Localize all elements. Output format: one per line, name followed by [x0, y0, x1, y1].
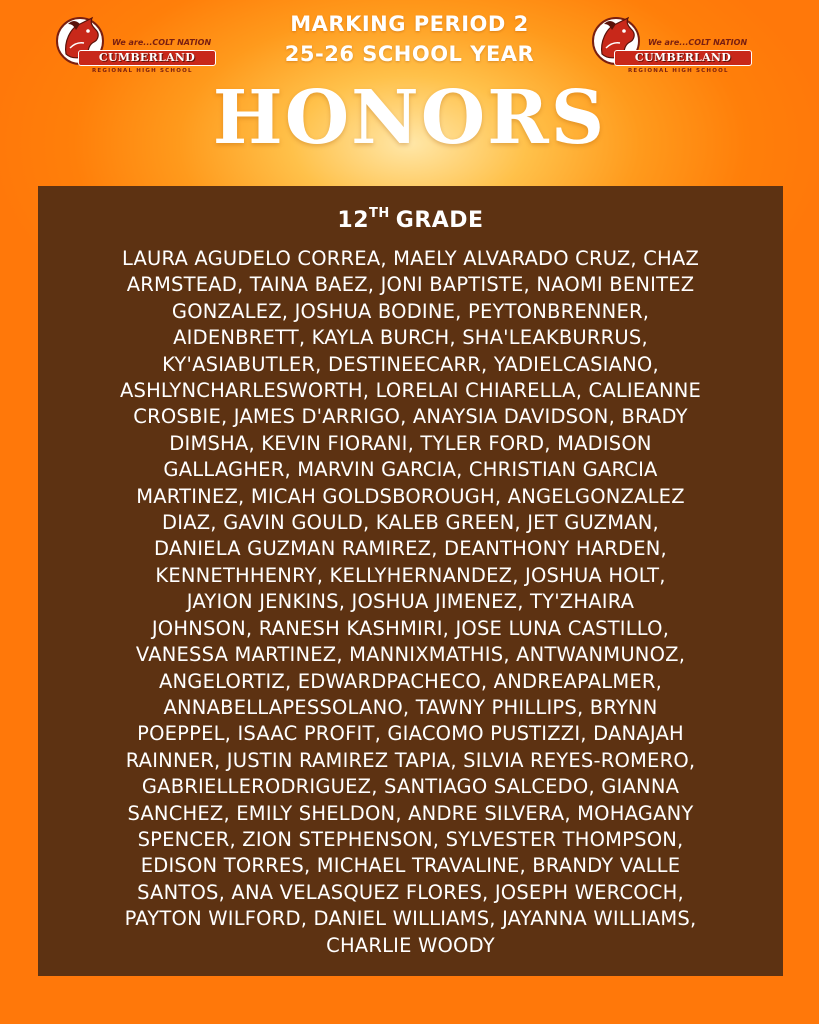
- names-line: AIDENBRETT, KAYLA BURCH, SHA'LEAKBURRUS,: [173, 326, 648, 350]
- names-line: DIMSHA, KEVIN FIORANI, TYLER FORD, MADISON: [169, 431, 652, 455]
- grade-number: 12: [337, 208, 370, 233]
- names-line: ANGELORTIZ, EDWARDPACHECO, ANDREAPALMER,: [158, 669, 663, 693]
- names-line: MARTINEZ, MICAH GOLDSBOROUGH, ANGELGONZALEZ: [136, 484, 685, 508]
- names-line: ASHLYNCHARLESWORTH, LORELAI CHIARELLA, CALIEANNE: [119, 379, 702, 403]
- grade-suffix: TH: [369, 206, 390, 221]
- names-line: SANTOS, ANA VELASQUEZ FLORES, JOSEPH WERCOCH,: [137, 880, 684, 904]
- names-line: EDISON TORRES, MICHAEL TRAVALINE, BRANDY VALLE: [140, 854, 681, 878]
- names-line: KENNETHHENRY, KELLYHERNANDEZ, JOSHUA HOLT,: [155, 563, 666, 587]
- names-line: LAURA AGUDELO CORREA, MAELY ALVARADO CRUZ, CHAZ: [121, 247, 700, 270]
- grade-heading: [38, 206, 783, 233]
- names-line: CROSBIE, JAMES D'ARRIGO, ANAYSIA DAVIDSON, BRADY: [133, 405, 688, 429]
- names-line: DANIELA GUZMAN RAMIREZ, DEANTHONY HARDEN,: [154, 537, 667, 561]
- honor-roll-panel: [38, 186, 783, 976]
- logo-school-name: CUMBERLAND: [78, 50, 216, 66]
- names-line: GALLAGHER, MARVIN GARCIA, CHRISTIAN GARCIA: [163, 458, 658, 482]
- school-year-heading: 25-26 SCHOOL YEAR: [284, 42, 535, 66]
- names-line: POEPPEL, ISAAC PROFIT, GIACOMO PUSTIZZI, DANAJAH: [137, 722, 684, 746]
- student-names: [62, 246, 759, 959]
- names-line: CHARLIE WOODY: [326, 933, 495, 957]
- honors-title: HONORS: [212, 75, 607, 161]
- names-line: GONZALEZ, JOSHUA BODINE, PEYTONBRENNER,: [171, 299, 650, 323]
- names-line: DIAZ, GAVIN GOULD, KALEB GREEN, JET GUZMAN,: [162, 511, 659, 535]
- names-line: SPENCER, ZION STEPHENSON, SYLVESTER THOMPSON,: [137, 827, 684, 851]
- logo-school-subtitle: REGIONAL HIGH SCHOOL: [92, 68, 193, 74]
- marking-period-heading: MARKING PERIOD 2: [290, 12, 529, 36]
- names-line: ANNABELLAPESSOLANO, TAWNY PHILLIPS, BRYNN: [163, 695, 658, 719]
- names-line: JOHNSON, RANESH KASHMIRI, JOSE LUNA CASTILLO,: [151, 616, 670, 640]
- logo-school-name: CUMBERLAND: [614, 50, 752, 66]
- logo-school-subtitle: REGIONAL HIGH SCHOOL: [628, 68, 729, 74]
- logo-tagline: We are...COLT NATION: [112, 38, 212, 47]
- names-line: RAINNER, JUSTIN RAMIREZ TAPIA, SILVIA REYES-ROMERO,: [125, 748, 696, 772]
- names-line: VANESSA MARTINEZ, MANNIXMATHIS, ANTWANMUNOZ,: [135, 643, 686, 667]
- names-line: JAYION JENKINS, JOSHUA JIMENEZ, TY'ZHAIRA: [186, 590, 635, 614]
- logo-tagline: We are...COLT NATION: [648, 38, 748, 47]
- grade-label: GRADE: [395, 208, 484, 233]
- names-line: PAYTON WILFORD, DANIEL WILLIAMS, JAYANNA WILLIAMS,: [124, 907, 697, 931]
- names-line: GABRIELLERODRIGUEZ, SANTIAGO SALCEDO, GIANNA: [141, 775, 680, 799]
- names-line: ARMSTEAD, TAINA BAEZ, JONI BAPTISTE, NAOMI BENITEZ: [126, 273, 695, 297]
- names-line: SANCHEZ, EMILY SHELDON, ANDRE SILVERA, MOHAGANY: [127, 801, 694, 825]
- names-line: KY'ASIABUTLER, DESTINEECARR, YADIELCASIANO,: [162, 352, 659, 376]
